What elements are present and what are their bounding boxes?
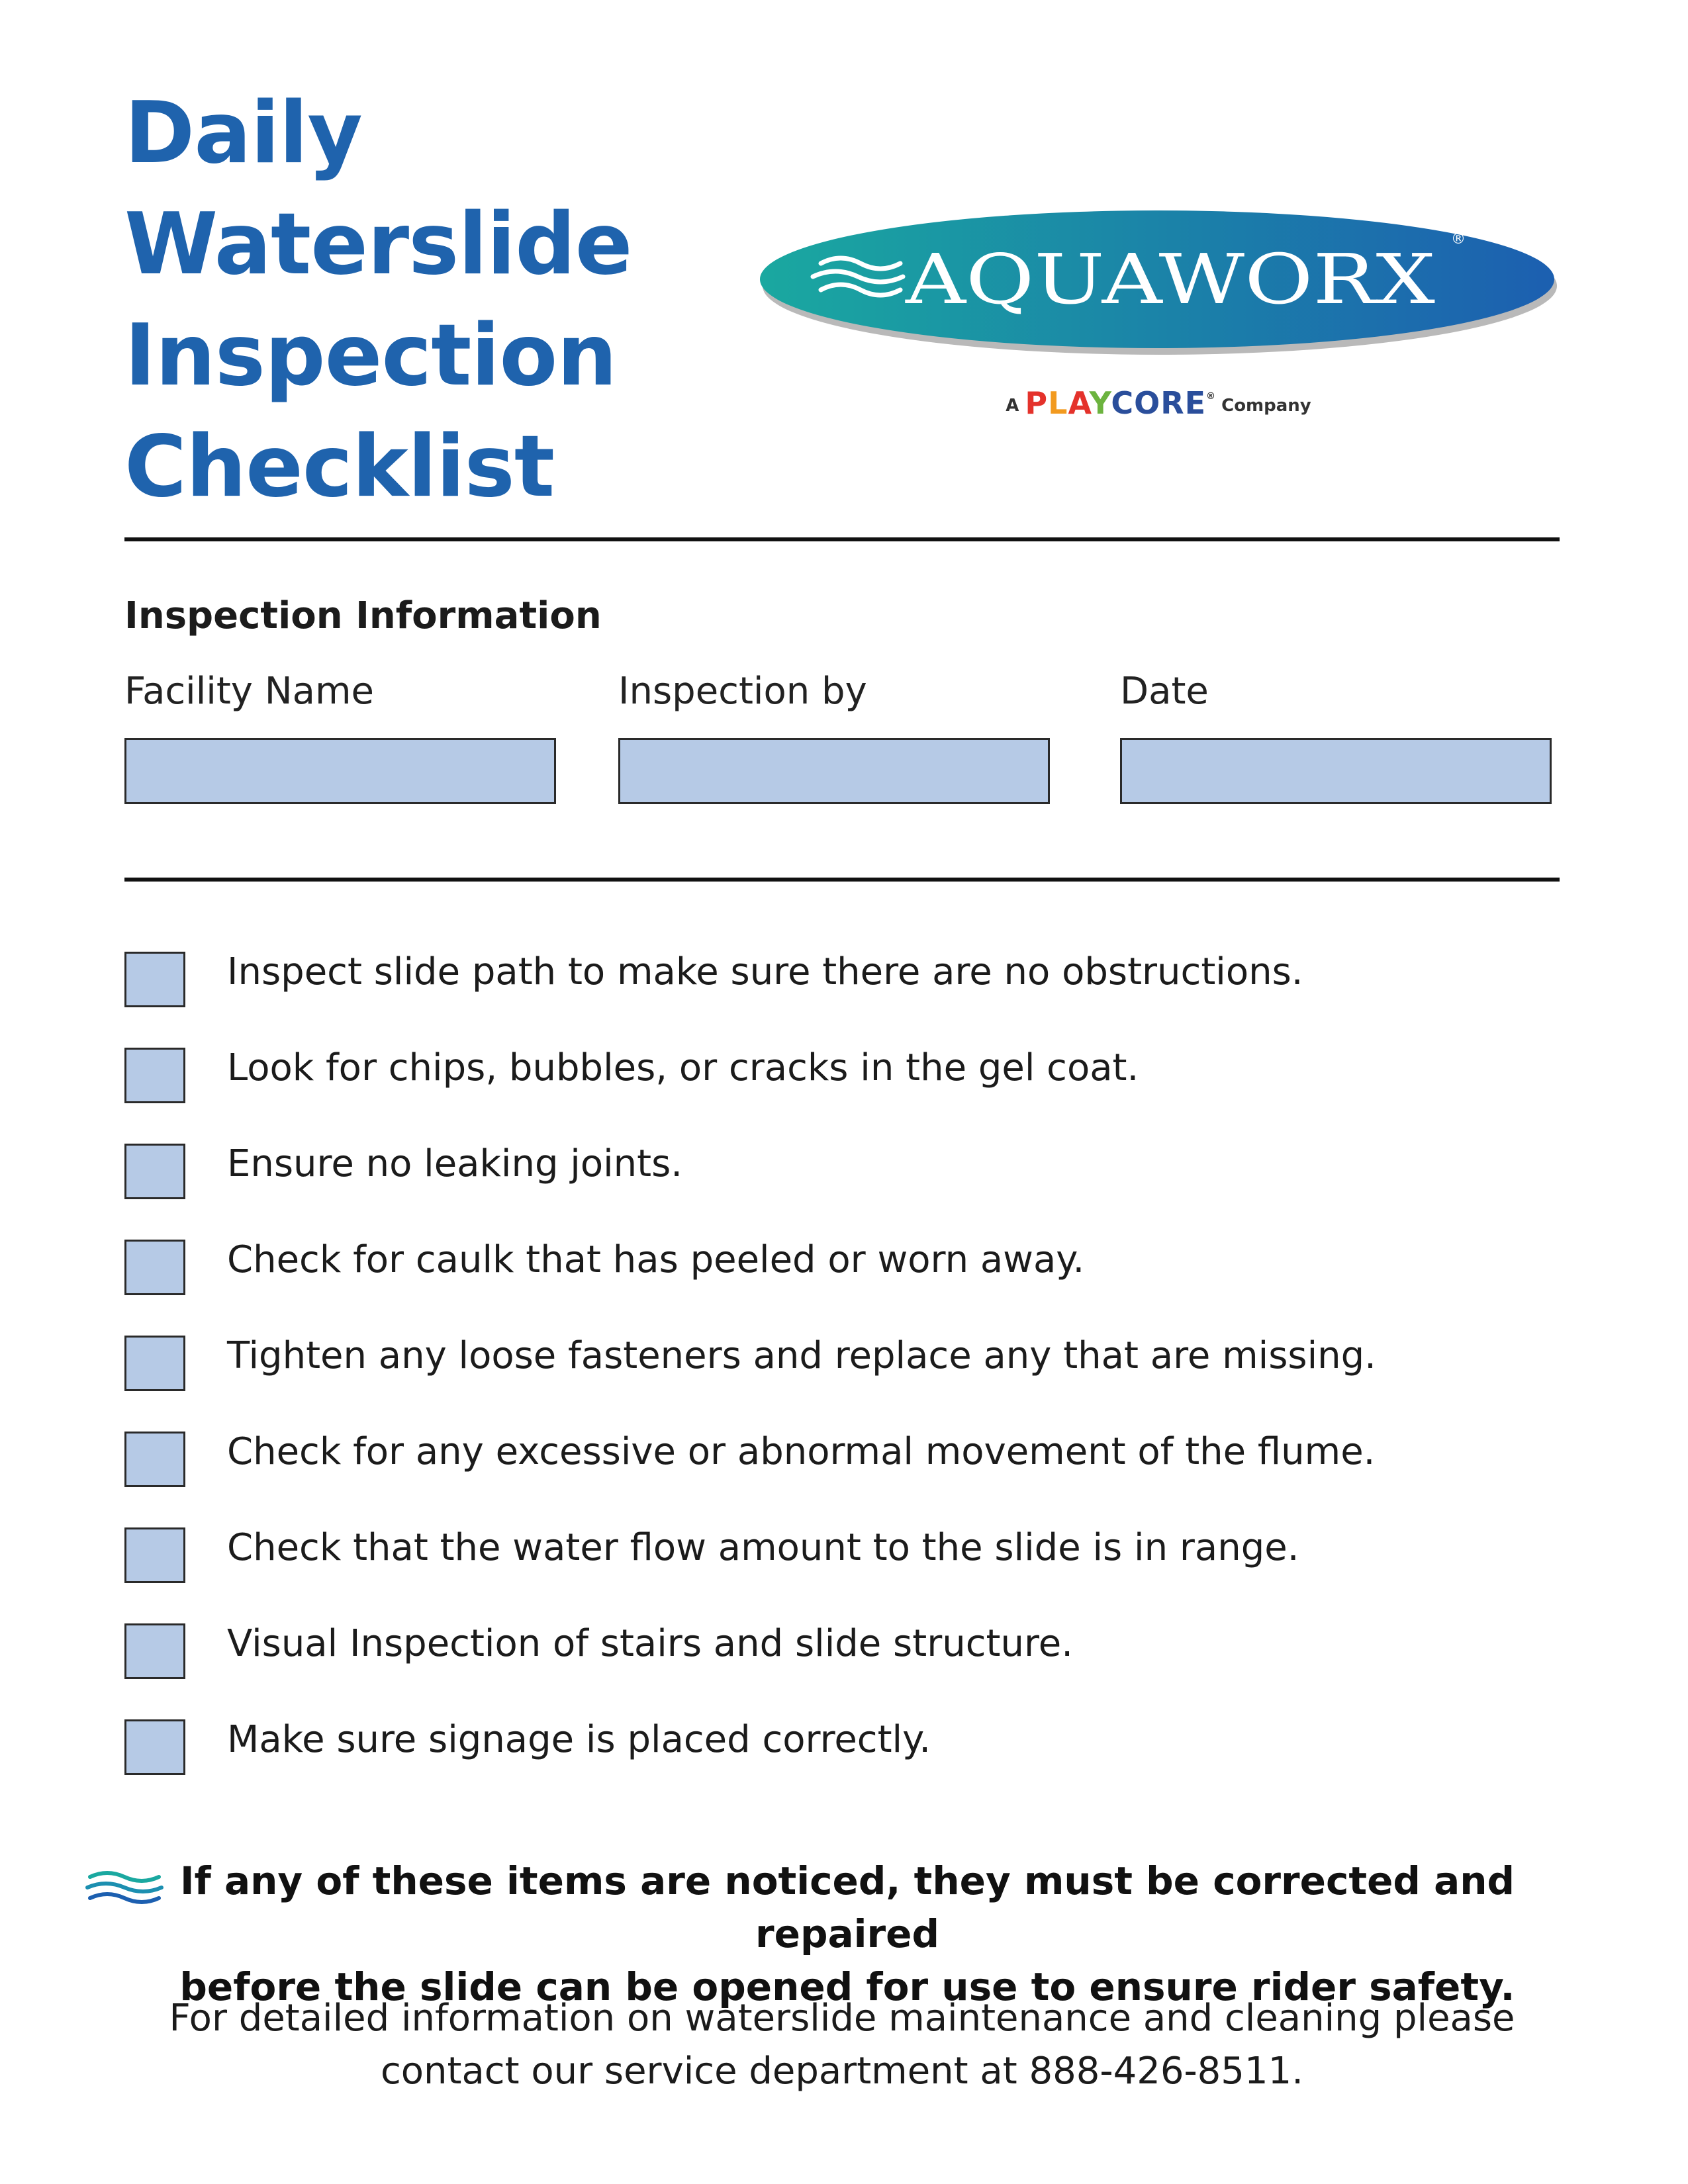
page-title bbox=[124, 78, 632, 523]
safety-warning bbox=[159, 1854, 1536, 2013]
playcore-letter: A bbox=[1068, 385, 1090, 421]
wave-icon bbox=[85, 1868, 165, 1906]
checklist-item-text: Check that the water flow amount to the slide is in range. bbox=[227, 1526, 1299, 1569]
inspection-by-label: Inspection by bbox=[618, 670, 867, 713]
contact-line: For detailed information on waterslide maintenance and cleaning please bbox=[169, 1997, 1515, 2040]
title-line: Inspection bbox=[124, 306, 617, 405]
playcore-letter: L bbox=[1048, 385, 1068, 421]
warning-line: before the slide can be opened for use to ensure rider safety. bbox=[179, 1964, 1515, 2009]
playcore-registered: ® bbox=[1206, 391, 1216, 402]
checklist-checkbox[interactable] bbox=[124, 1719, 185, 1775]
inspection-info-heading: Inspection Information bbox=[124, 594, 602, 637]
checklist-item-text: Check for caulk that has peeled or worn away. bbox=[227, 1238, 1085, 1281]
playcore-letter: P bbox=[1025, 385, 1049, 421]
date-label: Date bbox=[1120, 670, 1209, 713]
contact-line: contact our service department at 888-426-8511. bbox=[380, 2050, 1303, 2093]
byline-prefix: A bbox=[1006, 396, 1019, 416]
checklist-checkbox[interactable] bbox=[124, 1240, 185, 1295]
playcore-wordmark bbox=[1025, 385, 1206, 421]
checklist-item-text: Visual Inspection of stairs and slide structure. bbox=[227, 1622, 1073, 1665]
warning-line: If any of these items are noticed, they must be corrected and repaired bbox=[179, 1858, 1515, 1956]
checklist-checkbox[interactable] bbox=[124, 1336, 185, 1391]
checklist-item-text: Tighten any loose fasteners and replace any that are missing. bbox=[227, 1334, 1376, 1377]
playcore-core: CORE bbox=[1111, 385, 1207, 421]
logo-byline bbox=[755, 385, 1562, 421]
service-contact bbox=[124, 1992, 1560, 2098]
checklist-checkbox[interactable] bbox=[124, 1048, 185, 1103]
logo-wordmark: AQUAWORX bbox=[904, 239, 1435, 320]
facility-name-label: Facility Name bbox=[124, 670, 374, 713]
byline-suffix: Company bbox=[1221, 396, 1311, 416]
title-line: Daily bbox=[124, 84, 362, 183]
checklist-checkbox[interactable] bbox=[124, 1144, 185, 1199]
checklist-item-text: Check for any excessive or abnormal movement of the flume. bbox=[227, 1430, 1376, 1473]
checklist-item-text: Inspect slide path to make sure there are no obstructions. bbox=[227, 950, 1303, 993]
checklist-checkbox[interactable] bbox=[124, 1527, 185, 1583]
title-line: Waterslide bbox=[124, 195, 632, 294]
checklist-item-text: Make sure signage is placed correctly. bbox=[227, 1718, 931, 1761]
title-line: Checklist bbox=[124, 418, 554, 516]
checklist-checkbox[interactable] bbox=[124, 1623, 185, 1679]
info-divider bbox=[124, 878, 1560, 882]
date-field[interactable] bbox=[1120, 738, 1552, 804]
checklist-item-text: Ensure no leaking joints. bbox=[227, 1142, 683, 1185]
checklist-checkbox[interactable] bbox=[124, 1432, 185, 1487]
registered-mark: ® bbox=[1451, 231, 1466, 248]
inspection-by-field[interactable] bbox=[618, 738, 1050, 804]
aquaworx-logo bbox=[755, 192, 1562, 371]
playcore-letter: Y bbox=[1089, 385, 1111, 421]
checklist-item-text: Look for chips, bubbles, or cracks in the gel coat. bbox=[227, 1046, 1139, 1089]
header-divider bbox=[124, 537, 1560, 541]
checklist-checkbox[interactable] bbox=[124, 952, 185, 1007]
facility-name-field[interactable] bbox=[124, 738, 556, 804]
